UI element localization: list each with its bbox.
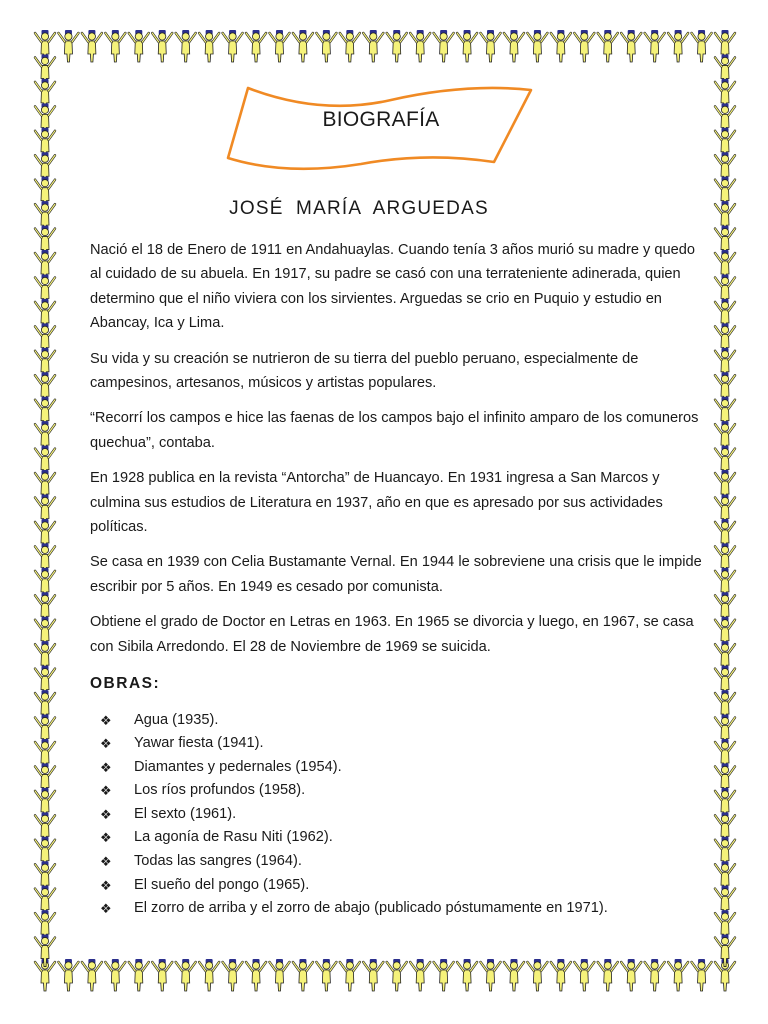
works-list bbox=[90, 709, 702, 921]
cheering-person-icon bbox=[387, 959, 407, 991]
cheering-person-icon bbox=[152, 959, 172, 991]
list-item: ❖ El zorro de arriba y el zorro de abajo (publicado póstumamente en 1971). bbox=[100, 897, 702, 921]
cheering-person-icon bbox=[715, 935, 735, 967]
paragraph: En 1928 publica en la revista “Antorcha” de Huancayo. En 1931 ingresa a San Marcos y culmina sus estudios de Literatura en 1937, año en que es apresado por sus actividades políticas. bbox=[90, 470, 663, 536]
cheering-person-icon bbox=[527, 30, 547, 62]
cheering-person-icon bbox=[176, 959, 196, 991]
author-name: JOSÉ MARÍA ARGUEDAS bbox=[229, 198, 489, 219]
cheering-person-icon bbox=[692, 30, 712, 62]
cheering-person-icon bbox=[293, 959, 313, 991]
cheering-person-icon bbox=[176, 30, 196, 62]
cheering-person-icon bbox=[316, 959, 336, 991]
list-item: ❖ Diamantes y pedernales (1954). bbox=[100, 756, 702, 780]
paragraph: Obtiene el grado de Doctor en Letras en 1963. En 1965 se divorcia y luego, en 1967, se casa con Sibila Arredondo. El 28 de Noviembre de 1969 se suicida. bbox=[90, 614, 694, 655]
cheering-person-icon bbox=[645, 30, 665, 62]
cheering-person-icon bbox=[246, 959, 266, 991]
cheering-person-icon bbox=[621, 30, 641, 62]
cheering-person-icon bbox=[58, 959, 78, 991]
cheering-person-icon bbox=[363, 30, 383, 62]
cheering-person-icon bbox=[293, 30, 313, 62]
biography-body bbox=[90, 238, 702, 921]
cheering-person-icon bbox=[129, 959, 149, 991]
cheering-person-icon bbox=[504, 30, 524, 62]
paragraph: Se casa en 1939 con Celia Bustamante Vernal. En 1944 le sobreviene una crisis que le impide escribir por 5 años. En 1949 es cesado por comunista. bbox=[90, 554, 702, 595]
cheering-person-icon bbox=[434, 959, 454, 991]
cheering-person-icon bbox=[434, 30, 454, 62]
paragraph: “Recorrí los campos e hice las faenas de los campos bajo el infinito amparo de los comuneros quechua”, contaba. bbox=[90, 410, 699, 451]
cheering-person-icon bbox=[410, 959, 430, 991]
cheering-person-icon bbox=[58, 30, 78, 62]
cheering-person-icon bbox=[387, 30, 407, 62]
cheering-person-icon bbox=[668, 959, 688, 991]
cheering-person-icon bbox=[457, 959, 477, 991]
cheering-person-icon bbox=[527, 959, 547, 991]
cheering-person-icon bbox=[82, 959, 102, 991]
cheering-person-icon bbox=[504, 959, 524, 991]
banner-title: BIOGRAFÍA bbox=[322, 108, 440, 131]
cheering-person-icon bbox=[410, 30, 430, 62]
list-item: ❖ La agonía de Rasu Niti (1962). bbox=[100, 826, 702, 850]
cheering-person-icon bbox=[316, 30, 336, 62]
cheering-person-icon bbox=[129, 30, 149, 62]
list-item: ❖ Todas las sangres (1964). bbox=[100, 850, 702, 874]
cheering-person-icon bbox=[199, 959, 219, 991]
cheering-person-icon bbox=[105, 959, 125, 991]
works-heading: OBRAS: bbox=[90, 675, 161, 693]
paragraph: Nació el 18 de Enero de 1911 en Andahuaylas. Cuando tenía 3 años murió su madre y quedo al cuidado de su abuela. En 1917, su padre se casó con una terrateniente adinerada, quien determino que el niño viviera con los sirvientes. Arguedas se crio en Puquio y estudio en Abancay, Ica y Lima. bbox=[90, 242, 695, 332]
list-item: ❖ El sexto (1961). bbox=[100, 803, 702, 827]
cheering-person-icon bbox=[105, 30, 125, 62]
paragraph: Su vida y su creación se nutrieron de su tierra del pueblo peruano, especialmente de campesinos, artesanos, músicos y artistas populares. bbox=[90, 350, 639, 392]
cheering-person-icon bbox=[598, 30, 618, 62]
cheering-person-icon bbox=[152, 30, 172, 62]
cheering-person-icon bbox=[269, 959, 289, 991]
cheering-person-icon bbox=[598, 959, 618, 991]
list-item: ❖ El sueño del pongo (1965). bbox=[100, 874, 702, 898]
cheering-person-icon bbox=[645, 959, 665, 991]
cheering-person-icon bbox=[363, 959, 383, 991]
list-item: ❖ Los ríos profundos (1958). bbox=[100, 779, 702, 803]
cheering-person-icon bbox=[246, 30, 266, 62]
cheering-person-icon bbox=[668, 30, 688, 62]
cheering-person-icon bbox=[35, 935, 55, 967]
cheering-person-icon bbox=[551, 959, 571, 991]
cheering-person-icon bbox=[82, 30, 102, 62]
list-item: ❖ Yawar fiesta (1941). bbox=[100, 732, 702, 756]
cheering-person-icon bbox=[621, 959, 641, 991]
cheering-person-icon bbox=[340, 959, 360, 991]
cheering-person-icon bbox=[199, 30, 219, 62]
cheering-person-icon bbox=[574, 30, 594, 62]
list-item: ❖ Agua (1935). bbox=[100, 709, 702, 733]
cheering-person-icon bbox=[223, 959, 243, 991]
cheering-person-icon bbox=[692, 959, 712, 991]
cheering-person-icon bbox=[340, 30, 360, 62]
cheering-person-icon bbox=[269, 30, 289, 62]
cheering-person-icon bbox=[223, 30, 243, 62]
cheering-person-icon bbox=[481, 959, 501, 991]
cheering-person-icon bbox=[481, 30, 501, 62]
cheering-person-icon bbox=[574, 959, 594, 991]
cheering-person-icon bbox=[551, 30, 571, 62]
cheering-person-icon bbox=[457, 30, 477, 62]
